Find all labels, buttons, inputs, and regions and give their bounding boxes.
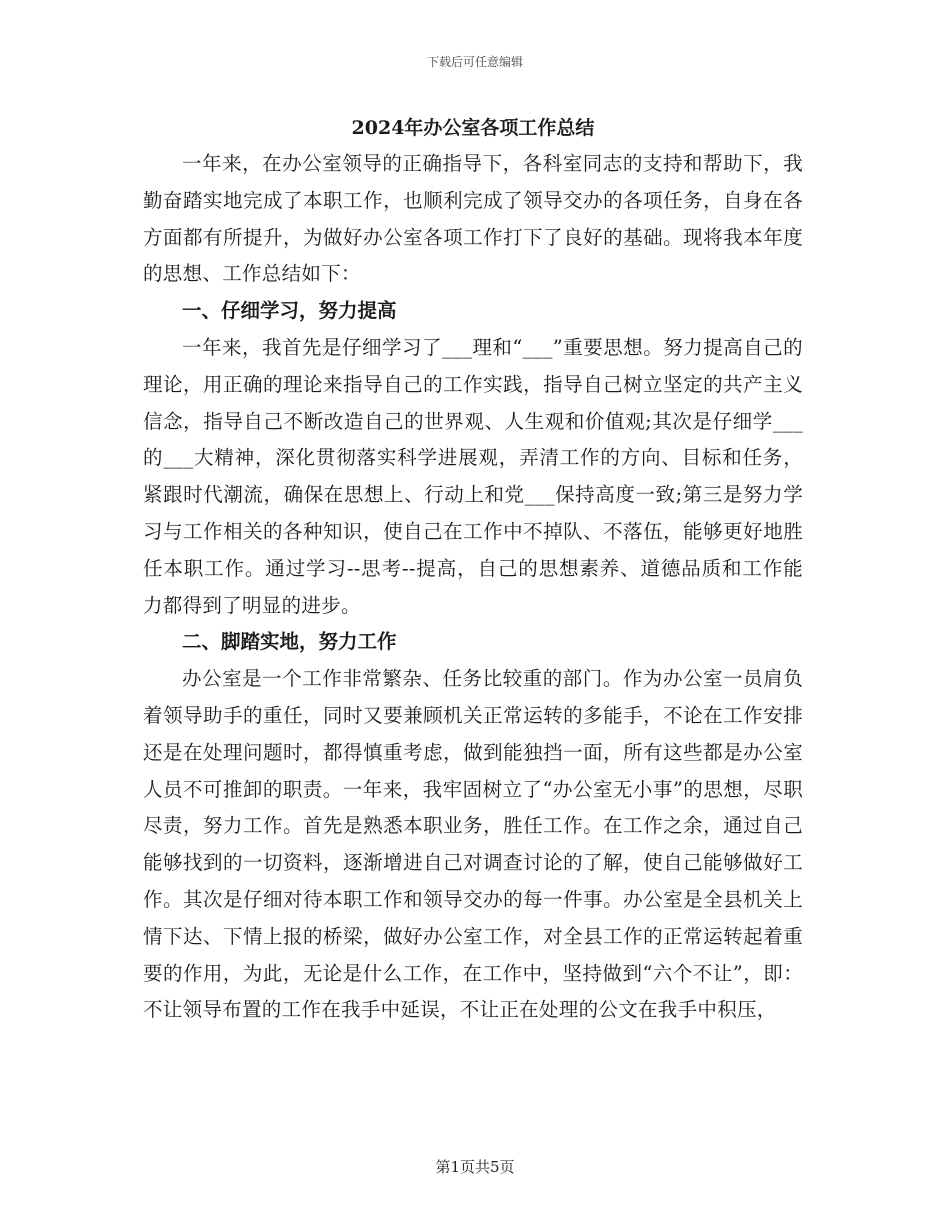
document-title: 2024年办公室各项工作总结	[351, 117, 595, 139]
page-number-footer: 第1页共5页	[435, 1158, 515, 1176]
section-2-heading: 二、脚踏实地，努力工作	[182, 630, 397, 654]
page-header-note: 下载后可任意编辑	[426, 55, 523, 69]
section-1-heading: 一、仔细学习，努力提高	[182, 299, 397, 323]
intro-paragraph: 一年来，在办公室领导的正确指导下，各科室同志的支持和帮助下，我勤奋踏实地完成了本职工作，也顺利完成了领导交办的各项任务，自身在各方面都有所提升，为做好办公室各项工作打下了良好的基础。现将我本年度的思想、工作总结如下：	[143, 152, 803, 286]
document-body	[143, 112, 803, 1029]
section-1-paragraph: 一年来，我首先是仔细学习了___理和“___”重要思想。努力提高自己的理论，用正确的理论来指导自己的工作实践，指导自己树立坚定的共产主义信念，指导自己不断改造自己的世界观、人生观和价值观;其次是仔细学___的___大精神，深化贯彻落实科学进展观，弄清工作的方向、目标和任务，紧跟时代潮流，确保在思想上、行动上和党___保持高度一致;第三是努力学习与工作相关的各种知识，使自己在工作中不掉队、不落伍，能够更好地胜任本职工作。通过学习--思考--提高，自己的思想素养、道德品质和工作能力都得到了明显的进步。	[143, 335, 803, 617]
section-2-paragraph: 办公室是一个工作非常繁杂、任务比较重的部门。作为办公室一员肩负着领导助手的重任，同时又要兼顾机关正常运转的多能手，不论在工作安排还是在处理问题时，都得慎重考虑，做到能独挡一面，所有这些都是办公室人员不可推卸的职责。一年来，我牢固树立了“办公室无小事”的思想，尽职尽责，努力工作。首先是熟悉本职业务，胜任工作。在工作之余，通过自己能够找到的一切资料，逐渐增进自己对调查讨论的了解，使自己能够做好工作。其次是仔细对待本职工作和领导交办的每一件事。办公室是全县机关上情下达、下情上报的桥梁，做好办公室工作，对全县工作的正常运转起着重要的作用，为此，无论是什么工作，在工作中，坚持做到“六个不让”，即：不让领导布置的工作在我手中延误，不让正在处理的公文在我手中积压，	[143, 667, 803, 1022]
